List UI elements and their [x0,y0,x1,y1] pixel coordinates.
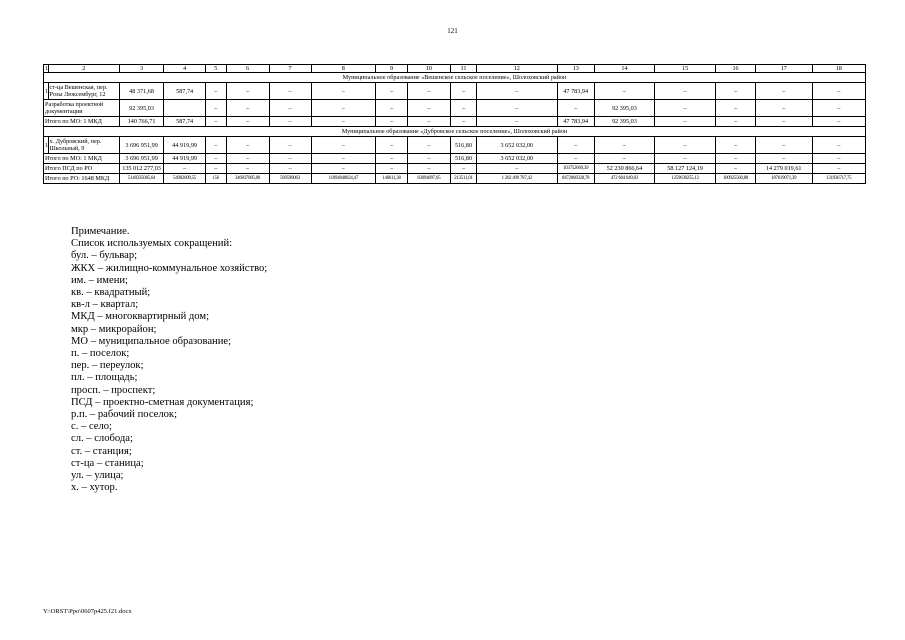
value-cell: 587,74 [164,117,206,127]
value-cell: – [226,83,269,100]
value-cell: 48 371,68 [119,83,163,100]
value-cell: – [716,137,756,154]
note-line: с. – село; [71,421,113,433]
value-cell: – [269,154,311,164]
value-cell: – [557,154,594,164]
value-cell: – [376,117,408,127]
value-cell: – [269,100,311,117]
value-cell: 47 783,94 [557,117,594,127]
value-cell: – [407,154,450,164]
total-value-cell: 135 012 277,03 [119,164,163,174]
note-line: х. – хутор. [71,482,118,494]
total-value-cell: 5148335085,64 [119,174,163,184]
value-cell: 3 696 951,99 [119,154,163,164]
value-cell: – [654,83,715,100]
total-value-cell: – [164,164,206,174]
table-header-row [44,65,866,73]
total-value-cell: – [226,164,269,174]
value-cell: – [755,117,812,127]
total-value-cell: – [376,164,408,174]
note-line: р.п. – рабочий поселок; [71,409,178,421]
total-value-cell: – [477,164,557,174]
value-cell: – [226,100,269,117]
value-cell: – [716,117,756,127]
column-number-cell: 6 [226,65,269,73]
value-cell: 92 395,03 [119,100,163,117]
value-cell: – [376,100,408,117]
column-number-cell: 4 [164,65,206,73]
page-number: 121 [447,27,458,35]
value-cell: – [594,137,654,154]
row-number-cell: 1. [44,83,49,100]
column-number-cell: 1 [45,65,49,72]
note-line: МО – муниципальное образование; [71,335,232,347]
data-table [43,64,866,184]
value-cell: – [755,137,812,154]
value-cell: – [654,137,715,154]
value-cell: 92 395,03 [594,100,654,117]
value-cell: – [450,100,476,117]
section-title-row [44,127,866,137]
table-row [44,117,866,127]
column-number-cell: 8 [311,65,376,73]
total-value-cell: 58 127 124,19 [654,164,715,174]
value-cell: – [311,117,376,127]
row-number-cell: 1 [44,137,49,154]
table-row [44,137,866,154]
column-number-cell: 13 [557,65,594,73]
value-cell: – [206,137,226,154]
total-value-cell: 100925560,88 [716,174,756,184]
note-line: ст. – станция; [71,445,132,457]
total-value-cell: 569590063 [269,174,311,184]
value-cell: – [755,100,812,117]
value-cell: 516,80 [450,137,476,154]
value-cell: – [654,100,715,117]
value-cell: – [226,137,269,154]
value-cell: – [311,83,376,100]
column-number-cell: 12 [477,65,557,73]
value-cell: – [206,83,226,100]
value-cell: 140 766,71 [119,117,163,127]
value-cell: – [716,154,756,164]
total-value-cell: 1 202 499 787,42 [477,174,557,184]
value-cell: 92 395,03 [594,117,654,127]
section-title: Муниципальное образование «Вешенское сельское поселение», Шолоховский район [44,73,866,83]
value-cell: – [206,100,226,117]
note-line: п. – поселок; [71,348,130,360]
value-cell: – [450,117,476,127]
column-number-cell: 3 [119,65,163,73]
total-value-cell: – [407,164,450,174]
value-cell: – [407,137,450,154]
table-row [44,100,866,117]
column-number-cell: 5 [206,65,226,73]
column-number-cell: 7 [269,65,311,73]
note-line: кв-л – квартал; [71,299,139,311]
value-cell: – [716,83,756,100]
note-line: мкр – микрорайон; [71,323,157,335]
value-cell: 44 919,99 [164,154,206,164]
total-value-cell: 52 230 866,64 [594,164,654,174]
value-cell: – [812,117,865,127]
note-line: бул. – бульвар; [71,250,138,262]
total-value-cell: 156 [206,174,226,184]
value-cell: – [407,117,450,127]
value-cell [164,100,206,117]
row-label-cell: Итого по МО: 1 МКД [44,117,120,127]
value-cell: – [557,137,594,154]
column-number-cell: 9 [376,65,408,73]
value-cell: – [654,154,715,164]
value-cell: – [226,117,269,127]
total-value-cell: – [716,164,756,174]
value-cell: 3 652 032,00 [477,137,557,154]
value-cell: – [311,100,376,117]
row-label-cell: Итого по МО: 1 МКД [44,154,120,164]
total-value-cell: 146611,38 [376,174,408,184]
value-cell: 3 652 032,00 [477,154,557,164]
total-value-cell: – [450,164,476,174]
column-number-cell: 10 [407,65,450,73]
total-value-cell: 8472068328,78 [557,174,594,184]
value-cell: – [477,100,557,117]
value-cell: – [755,83,812,100]
total-value-cell: – [206,164,226,174]
column-number-cell: 2 [48,65,119,73]
note-line: ЖКХ – жилищно-коммунальное хозяйство; [71,262,268,274]
total-value-cell: 131936717,75 [812,174,865,184]
total-value-cell: 472 604 049,03 [594,174,654,184]
total-value-cell: 213511,01 [450,174,476,184]
total-value-cell: 346837085,00 [226,174,269,184]
note-line: Список используемых сокращений: [71,238,233,250]
value-cell: – [716,100,756,117]
note-line: ул. – улица; [71,470,124,482]
file-path-footer: Y:\ORST\Ppo\0607p425.f21.docx [43,608,132,615]
note-line: просп. – проспект; [71,384,156,396]
value-cell: – [755,154,812,164]
value-cell: – [269,137,311,154]
value-cell: – [594,154,654,164]
section-title: Муниципальное образование «Дубровское сельское поселение», Шолоховский район [44,127,866,137]
abbreviations-notes [71,226,267,494]
total-value-cell: 103752669,39 [557,164,594,174]
note-line: ПСД – проектно-сметная документация; [71,396,254,408]
value-cell: – [477,117,557,127]
total-value-cell: 1259630255,12 [654,174,715,184]
address-cell: х. Дубровский, пер. Школьный, 9 [48,137,119,154]
value-cell: 516,80 [450,154,476,164]
total-row [44,174,866,184]
total-value-cell: – [311,164,376,174]
note-line: им. – имени; [71,274,128,286]
total-value-cell: 83094897,05 [407,174,450,184]
column-number-cell: 18 [812,65,865,73]
value-cell: – [812,83,865,100]
value-cell: – [269,117,311,127]
value-cell: – [812,154,865,164]
column-number-cell: 14 [594,65,654,73]
note-line: пер. – переулок; [71,360,144,372]
total-value-cell: 54902609,55 [164,174,206,184]
column-number-cell: 17 [755,65,812,73]
value-cell: – [226,154,269,164]
total-value-cell: 14 279 019,61 [755,164,812,174]
note-line: ст-ца – станица; [71,457,144,469]
section-title-row [44,73,866,83]
value-cell: – [206,154,226,164]
value-cell: – [311,137,376,154]
total-label-cell: Итого ПСД по РО [44,164,120,174]
table-row [44,83,866,100]
value-cell: – [557,100,594,117]
note-line: Примечание. [71,226,130,237]
value-cell: – [477,83,557,100]
value-cell: – [450,83,476,100]
value-cell: – [206,117,226,127]
value-cell: – [376,83,408,100]
total-row [44,164,866,174]
column-number-cell: 15 [654,65,715,73]
value-cell: – [594,83,654,100]
value-cell: 44 919,99 [164,137,206,154]
value-cell: – [376,154,408,164]
value-cell: – [812,100,865,117]
total-label-cell: Итого по РО: 1648 МКД [44,174,120,184]
column-number-cell: 11 [450,65,476,73]
value-cell: – [407,83,450,100]
total-value-cell: – [812,164,865,174]
total-value-cell: 11894848024,47 [311,174,376,184]
note-line: кв. – квадратный; [71,287,151,299]
table-row [44,154,866,164]
value-cell: – [376,137,408,154]
value-cell: 3 696 951,99 [119,137,163,154]
value-cell: – [654,117,715,127]
value-cell: – [812,137,865,154]
note-line: МКД – многоквартирный дом; [71,311,210,323]
value-cell: – [407,100,450,117]
column-number-cell: 16 [716,65,756,73]
value-cell: – [311,154,376,164]
note-line: сл. – слобода; [71,433,133,445]
address-cell: ст-ца Вешенская, пер. Розы Люксембург, 12 [48,83,119,100]
row-label-cell: Разработка проектной документации [44,100,120,117]
value-cell: 587,74 [164,83,206,100]
value-cell: 47 783,94 [557,83,594,100]
total-value-cell: 187619071,39 [755,174,812,184]
value-cell: – [269,83,311,100]
total-value-cell: – [269,164,311,174]
note-line: пл. – площадь; [71,372,138,384]
